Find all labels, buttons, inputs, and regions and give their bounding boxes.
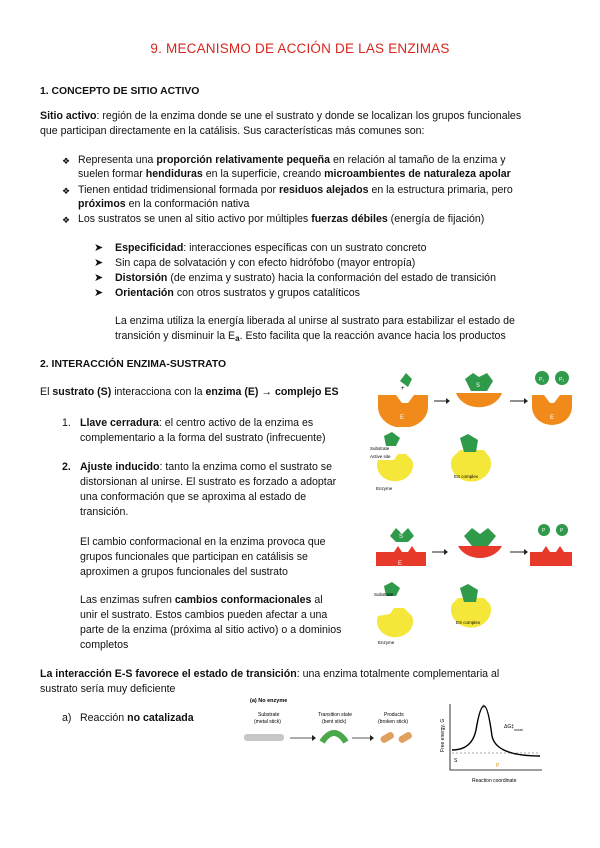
bullet-2-line-1 (78, 183, 513, 198)
a-bold: no catalizada (127, 712, 194, 724)
sm2-complex-label: ES complex (456, 620, 481, 625)
g-p-label: P (496, 763, 500, 769)
b3-text: Los sustratos se unen al sitio activo por múltiples (78, 213, 312, 225)
numbered-2-line-3: una conformación que se aproxima al estado de (80, 491, 307, 503)
arrow-icon (312, 735, 316, 741)
sub-bullet-3 (115, 271, 496, 286)
sm-active-label: Active site (370, 454, 391, 459)
sub1-text: : interacciones específicas con un sustrato concreto (183, 242, 427, 254)
para-2-line-2: unir el sustrato. Estos cambios pueden afectar a una (80, 609, 328, 621)
numbered-1: 1. (62, 417, 71, 429)
g-x-label: Reaction coordinate (472, 778, 517, 784)
lk-es-complex (456, 393, 502, 407)
sm2-enzyme (377, 608, 413, 637)
if-free-enzyme (530, 546, 572, 566)
sm-complex-label: ES complex (454, 474, 479, 479)
p2-bold: cambios conformacionales (174, 594, 312, 606)
sm-substrate-label: Substrate (370, 446, 390, 451)
nc-sub-label: Substrate (258, 712, 280, 718)
para-2-line-4: completos (80, 639, 129, 651)
b2-bold: residuos alejados (279, 184, 369, 196)
b2-text-2: en la estructura primaria, pero (368, 184, 513, 196)
sm-substrate (384, 432, 400, 446)
note-text: transición y disminuir la E (115, 330, 236, 342)
g-dg-label: ΔG‡ (504, 724, 515, 730)
if-e-label: E (398, 561, 403, 567)
nc-broken-stick-1 (379, 731, 395, 744)
section-2-heading: 2. INTERACCIÓN ENZIMA-SUSTRATO (40, 359, 227, 370)
sub4-text: con otros sustratos y grupos catalíticos (173, 287, 360, 299)
n1-bold: Llave cerradura (80, 417, 159, 429)
sm-enzyme-label: Enzyme (376, 486, 393, 491)
space-fill-figure-2 (370, 580, 500, 648)
arrow-icon (446, 398, 450, 404)
note-line-1: La enzima utiliza la energía liberada al unirse al sustrato para estabilizar el estado de (115, 315, 515, 327)
numbered-2-line-4: transición. (80, 506, 129, 518)
lock-key-figure (370, 365, 580, 427)
arrow-icon (370, 735, 374, 741)
space-fill-figure-1 (370, 430, 500, 492)
s2-intro-text: El (40, 386, 53, 398)
sm2-enzyme-label: Enzyme (378, 640, 395, 645)
s2-intro-bold: sustrato (S) (52, 386, 112, 398)
fav-text: : una enzima totalmente complementaria al (296, 668, 500, 680)
n2-text: : tanto la enzima como el sustrato se (159, 461, 332, 473)
numbered-2-line-1 (80, 460, 332, 475)
numbered-2: 2. (62, 461, 71, 473)
lk-s-label: S (476, 383, 481, 389)
lk-plus: + (401, 386, 405, 392)
para-1-line-3: aproximen a grupos funcionales del sustrato (80, 566, 288, 578)
g-ts-label: ‡ (482, 704, 485, 710)
lk-p2-label: P₂ (559, 377, 565, 383)
bullet-2-line-2 (78, 197, 249, 212)
g-dg-sub-label: uncat (514, 728, 523, 732)
section-1-heading: 1. CONCEPTO DE SITIO ACTIVO (40, 86, 200, 97)
lk-substrate (400, 373, 412, 387)
b1-l2-text-2: en la superficie, creando (202, 168, 325, 180)
nc-broken-stick-2 (397, 731, 413, 744)
if-p2-label: P (560, 528, 564, 534)
if-p1-label: P (542, 528, 546, 534)
sub4-bold: Orientación (115, 287, 174, 299)
para-2-line-1 (80, 593, 323, 608)
list-a-text (80, 711, 194, 726)
transition-line-1 (40, 667, 499, 682)
bullet-1-line-2 (78, 167, 511, 182)
fav-bold: La interacción E-S favorece el estado de transición (40, 668, 297, 680)
sub-bullet-1 (115, 241, 427, 256)
intro-line-2: que participan directamente en la catálisis. Sus características más comunes son: (40, 125, 425, 137)
b1-l2-text: suelen formar (78, 168, 146, 180)
page-title: 9. MECANISMO DE ACCIÓN DE LAS ENZIMAS (150, 41, 450, 56)
note-text-2: . Esto facilita que la reacción avance hacia los productos (239, 330, 506, 342)
list-a-label: a) (62, 712, 72, 724)
para-1-line-2: grupos funcionales que participan en catálisis se (80, 551, 308, 563)
sub-bullet-2: Sin capa de solvatación y con efecto hidrófobo (mayor entropía) (115, 257, 416, 269)
b2-l2-text: en la conformación nativa (125, 198, 250, 210)
intro-line-1: : región de la enzima donde se une el sustrato y donde se localizan los grupos funcionales (96, 110, 522, 122)
s2-intro-bold-3: → complejo ES (258, 386, 339, 398)
arrow-bullet-icon: ➤ (94, 257, 104, 269)
b1-l2-bold: hendiduras (145, 168, 203, 180)
arrow-icon (524, 398, 528, 404)
b3-bold: fuerzas débiles (311, 213, 388, 225)
b1-text: Representa una (78, 154, 157, 166)
arrow-bullet-icon: ➤ (94, 242, 104, 254)
transition-line-2: sustrato sería muy deficiente (40, 683, 176, 695)
b1-l2-bold-2: microambientes de naturaleza apolar (324, 168, 511, 180)
para-2-line-3: parte de la enzima (próxima al sitio activo) o a dominios (80, 624, 342, 636)
section-2-intro (40, 385, 339, 400)
note-line-2 (115, 329, 506, 346)
arrow-bullet-icon: ➤ (94, 287, 104, 299)
nc-bent-stick (322, 733, 346, 742)
energy-graph (438, 700, 548, 788)
p2-text-2: al (311, 594, 323, 606)
p2-text: Las enzimas sufren (80, 594, 175, 606)
g-s-label: S (454, 758, 458, 764)
diamond-bullet-icon: ❖ (62, 186, 71, 196)
diamond-bullet-icon: ❖ (62, 156, 71, 166)
numbered-1-line-1 (80, 416, 313, 431)
nc-substrate-stick (244, 734, 284, 741)
g-axes (450, 704, 542, 770)
b2-text: Tienen entidad tridimensional formada por (78, 184, 280, 196)
intro-bold: Sitio activo (40, 110, 97, 122)
nc-prod-label: Products (384, 712, 404, 718)
lk-e2-label: E (550, 415, 555, 421)
arrow-icon (524, 549, 528, 555)
nc-title: (a) No enzyme (250, 698, 288, 704)
b3-text-2: (energía de fijación) (387, 213, 485, 225)
if-es (458, 546, 502, 558)
if-s-label: S (399, 534, 404, 540)
nc-ts-label-2: (bent stick) (322, 719, 347, 725)
bullet-1-line-1 (78, 153, 506, 168)
nc-sub-label-2: (metal stick) (254, 719, 281, 725)
sub3-bold: Distorsión (115, 272, 168, 284)
n1-text: : el centro activo de la enzima es (158, 417, 314, 429)
numbered-2-line-2: distorsionan al unirse. El sustrato es forzado a adoptar (80, 476, 337, 488)
numbered-1-line-2: complementario a la forma del sustrato (infrecuente) (80, 432, 326, 444)
para-1-line-1: El cambio conformacional en la enzima provoca que (80, 536, 326, 548)
sm2-substrate-label: Substrate (374, 592, 394, 597)
nc-prod-label-2: (broken stick) (378, 719, 409, 725)
b2-l2-bold: próximos (78, 198, 126, 210)
bullet-3 (78, 212, 484, 227)
n2-bold: Ajuste inducido (80, 461, 160, 473)
g-y-label: Free energy, G (440, 718, 446, 752)
b1-text-2: en relación al tamaño de la enzima y (330, 154, 506, 166)
lk-p1-label: P₁ (539, 377, 545, 383)
induced-fit-figure (370, 522, 580, 572)
no-enzyme-figure (240, 696, 430, 758)
note-subscript: a (235, 334, 240, 343)
lk-e-label: E (400, 415, 405, 421)
sub1-bold: Especificidad (115, 242, 184, 254)
arrow-bullet-icon: ➤ (94, 272, 104, 284)
sub-bullet-4 (115, 286, 360, 301)
section-1-intro (40, 109, 570, 124)
a-text: Reacción (80, 712, 128, 724)
arrow-icon (444, 549, 448, 555)
diamond-bullet-icon: ❖ (62, 215, 71, 225)
nc-ts-label: Transition state (318, 712, 352, 718)
s2-intro-text-2: interacciona con la (111, 386, 206, 398)
g-curve (452, 706, 540, 756)
s2-intro-bold-2: enzima (E) (205, 386, 259, 398)
b1-bold: proporción relativamente pequeña (156, 154, 331, 166)
lk-enzyme (378, 395, 428, 427)
sub3-text: (de enzima y sustrato) hacia la conformación del estado de transición (167, 272, 496, 284)
